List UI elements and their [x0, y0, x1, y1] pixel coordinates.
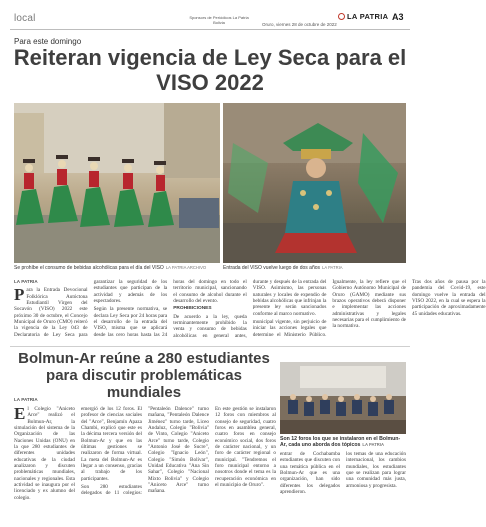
story1-paragraph-4: municipal vigente, sin perjuicio de iniciar las acciones legales que determine el Ministerio Público. Igualmente, la ley refiere que el Gobierno Autónomo Municipal de Oruro (GAMO) mediante sus brazos operativos deberá disponer e implementar las acciones administrativas y legales necesarias para el cumplimiento de la normativa. [252, 279, 406, 338]
sponsor-line: Sponsors de Periódicos La Patria Bolivia [189, 15, 249, 25]
photo-viso-dancer [223, 103, 406, 263]
photo-left-credit: LA PATRIA ARCHIVO [165, 265, 207, 270]
story1-byline: LA PATRIA [14, 279, 38, 284]
story2-headline: Bolmun-Ar reúne a 280 estudiantes para discutir problemáticas mundiales [18, 350, 270, 401]
story2-side-paragraph-2: los temas de una educación internacional, los cambios mundiales, los estudiantes que se realizan para lograr una comunidad más justa, armoniosa y progresista. [346, 451, 406, 489]
photo-right-credit: LA PATRIA [322, 265, 343, 270]
dateline: Oruro, viernes 28 de octubre de 2022 [262, 22, 337, 27]
story2-paragraph-3: Son 280 estudiantes delegados de 11 colegios: "Pentaleón Dalence" turno mañana, "Pentaleón Dalence Jiménez" turno tarde, Liceo Andaluz, Colegio "Bolivia" de Vinto, Colegio "Aniceto Arce" turno tarde, Colegio "Antonio José de Sucre", Colegio "Ignacio León", Colegio "Simón Bolívar", Unidad Educativa "Ana Sin Sahar", Colegio "Nacional Mixto Bolivia" y Colegio "Aniceto Arce" turno mañana. [81, 406, 209, 497]
photo-bolmun-forum [280, 362, 406, 434]
newspaper-logo [338, 12, 388, 21]
story2-byline: LA PATRIA [14, 397, 38, 402]
section-label: local [14, 13, 36, 24]
photo-right-caption [223, 265, 406, 272]
header-divider [10, 29, 410, 30]
story1-paragraph-2: Según la presente normativa, se declara Ley Seca por 24 horas para el desarrollo de la entrada del VISO, misma que se aplicará desde las cero horas hasta las 24 horas del domingo en todo el territorio municipal, sancionando el consumo de alcohol durante el desarrollo del evento. [93, 279, 247, 338]
photo-small-caption [280, 436, 406, 449]
photo-dancers-parade [14, 103, 220, 263]
logo-mark-icon [338, 13, 345, 20]
section-divider [10, 346, 410, 347]
forum-photo-illustration [280, 362, 406, 434]
parade-photo-illustration [14, 103, 220, 263]
story1-subhead: PROHIBICIONES [173, 306, 212, 312]
story2-paragraph-1 [14, 406, 75, 501]
story2-paragraph-2: emergió de los 12 foros. El profesor de ciencias sociales del "Arce", Benjamín Apaza Chambi, explicó que este es la décima tercera versión del Bolmun-Ar y que en las últimas gestiones se realizaron de forma virtual. La meta del Bolmun-Ar es llegar a un consenso, gracias al trabajo de los participantes. [81, 406, 142, 482]
page-number: A3 [392, 12, 404, 22]
story2-dropcap: E [14, 404, 26, 423]
page-header [0, 0, 420, 30]
story1-body [14, 279, 486, 341]
story1-paragraph-3: De acuerdo a la ley, queda terminantemente prohibido la venta y consumo de bebidas alcohólicas en general antes, durante y después de la entrada del VISO. Asimismo, las personas naturales y locales de expendio de bebidas alcohólicas que infrinjan la presente ley serán sancionados conforme al marco normativo. [173, 279, 327, 339]
story2-paragraph-4: En este gestión se instalaron 12 foros con miembros al consejo de seguridad, cuatro foros en asamblea general, cuatro foros en consejo económico social, dos foros de carácter nacional, y un foro de carácter regional o municipal. "Tendremos el foro municipal entorno a nosotros donde el tema es la recuperación económica en el municipio de Oruro". [215, 406, 276, 489]
story2-body [14, 406, 276, 522]
photo-small-credit: LA PATRIA [362, 442, 384, 448]
photo-small-caption-text: Son 12 foros los que se instalaron en el Bolmun-Ar, cada uno aborda dos tópicos [280, 436, 401, 449]
story1-headline: Reiteran vigencia de Ley Seca para el VISO 2022 [13, 45, 407, 95]
brand-name: LA PATRIA [347, 12, 389, 21]
dancer-photo-illustration [223, 103, 406, 263]
photo-left-caption-text: Se prohíbe el consumo de bebidas alcohólicas para el día del VISO [14, 265, 164, 271]
photo-left-caption [14, 265, 220, 272]
story2-paragraph-1-text: l Colegio "Aniceto Arce" realizó el Bolmun-Ar, la simulación del sistema de la Organización de las Naciones Unidas (ONU) en la que 280 estudiantes de diferentes unidades educativas de la ciudad analizaron y discuten problemáticas mundiales, nacionales y regionales. Esta actividad se inaugura por el licenciado y ex alumno del colegio. [14, 406, 75, 501]
photo-right-caption-text: Entrada del VISO vuelve luego de dos años [223, 265, 321, 271]
story1-paragraph-1-text: ara la Entrada Devocional Folklórica Autóctona Estudiantil Virgen del Socavón (VISO) 2022 este próximo 30 de octubre, el Concejo Municipal de Oruro (CMO) reiteró la vigencia de la Ley 043 de Declaratoria de Ley Seca para garantizar la seguridad de los estudiantes que participan de la actividad y además de los espectadores. [14, 279, 168, 338]
story2-side-body [280, 451, 406, 522]
story1-kicker: Para este domingo [14, 37, 82, 46]
story1-dropcap: P [14, 285, 25, 305]
story1-paragraph-5: Tras dos años de pausa por la pandemia del Covid-19, este domingo vuelve la entrada del VISO 2022, en la cual se espera la participación de aproximadamente 45 unidades educativas. [411, 279, 486, 317]
story2-side-paragraph-1: entrar de Cochabamba estudiantes que discuten con una temática pública en el Bolmun-Ar que es una organización, han sido diferentes los delegados aprendieron. [280, 451, 340, 496]
